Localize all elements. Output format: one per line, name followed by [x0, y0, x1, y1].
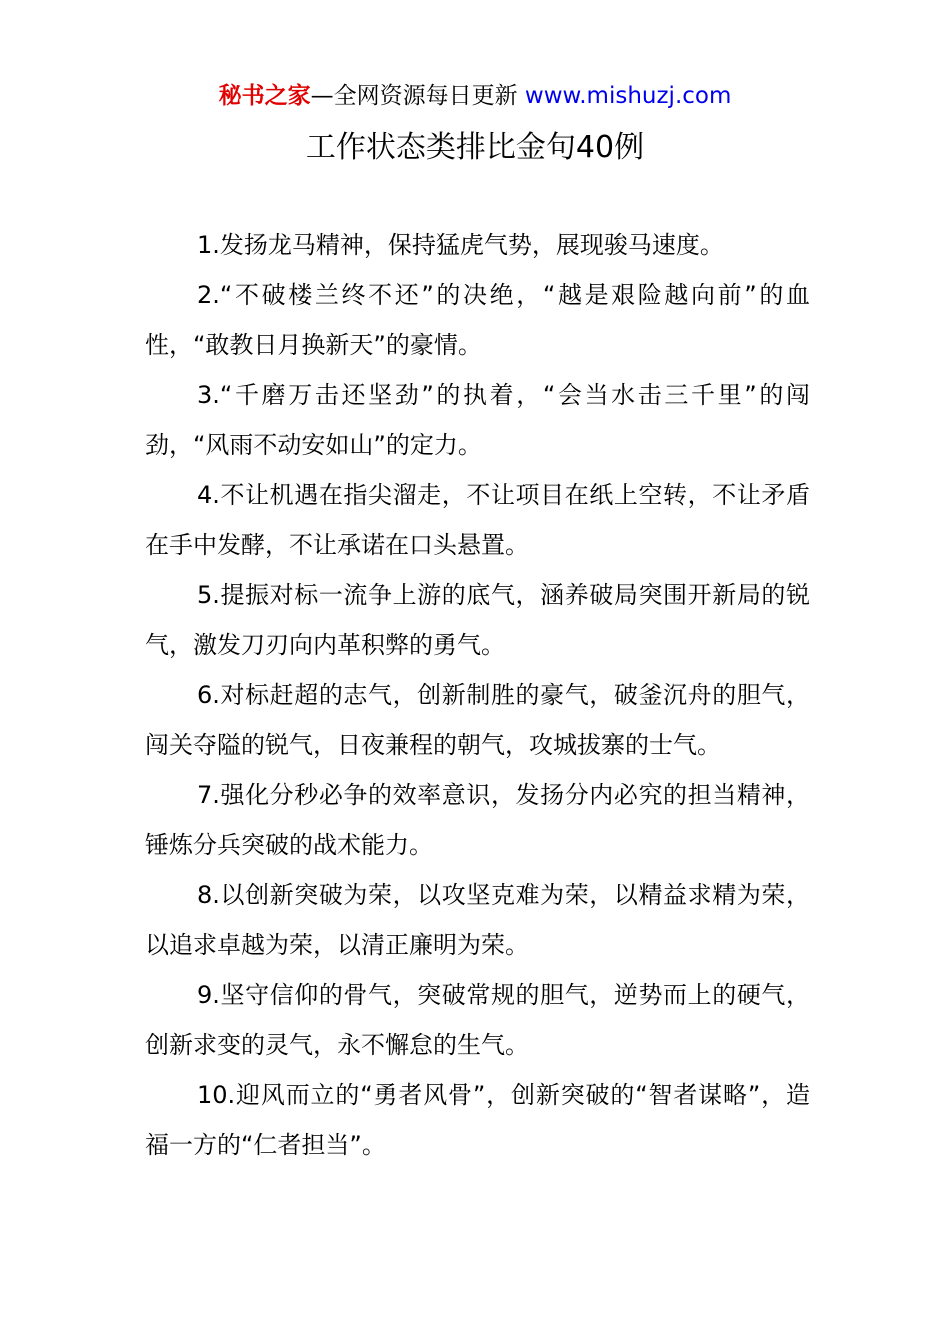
site-tagline: —全网资源每日更新 [310, 83, 525, 109]
paragraph-9: 9.坚守信仰的骨气，突破常规的胆气，逆势而上的硬气，创新求变的灵气，永不懈怠的生气。 [145, 981, 810, 1059]
paragraph-8: 8.以创新突破为荣，以攻坚克难为荣，以精益求精为荣，以追求卓越为荣，以清正廉明为荣。 [145, 881, 810, 959]
paragraph-7: 7.强化分秒必争的效率意识，发扬分内必究的担当精神，锤炼分兵突破的战术能力。 [145, 781, 810, 859]
paragraph-10: 10.迎风而立的“勇者风骨”，创新突破的“智者谋略”，造福一方的“仁者担当”。 [145, 1081, 810, 1159]
paragraph-5: 5.提振对标一流争上游的底气，涵养破局突围开新局的锐气，激发刀刃向内革积弊的勇气。 [145, 581, 810, 659]
paragraph-3: 3.“千磨万击还坚劲”的执着，“会当水击三千里”的闯劲，“风雨不动安如山”的定力。 [145, 381, 810, 459]
site-header [0, 80, 950, 112]
paragraph-1: 1.发扬龙马精神，保持猛虎气势，展现骏马速度。 [197, 231, 724, 259]
paragraph-6: 6.对标赶超的志气，创新制胜的豪气，破釜沉舟的胆气，闯关夺隘的锐气，日夜兼程的朝气，攻城拔寨的士气。 [145, 681, 810, 759]
document-title: 工作状态类排比金句40例 [305, 130, 645, 165]
site-url-link[interactable]: www.mishuzj.com [524, 83, 732, 109]
site-brand: 秘书之家 [218, 83, 311, 109]
paragraph-2: 2.“不破楼兰终不还”的决绝，“越是艰险越向前”的血性，“敢教日月换新天”的豪情。 [145, 281, 810, 359]
document-body [145, 220, 810, 1170]
paragraph-4: 4.不让机遇在指尖溜走，不让项目在纸上空转，不让矛盾在手中发酵，不让承诺在口头悬置。 [145, 481, 810, 559]
